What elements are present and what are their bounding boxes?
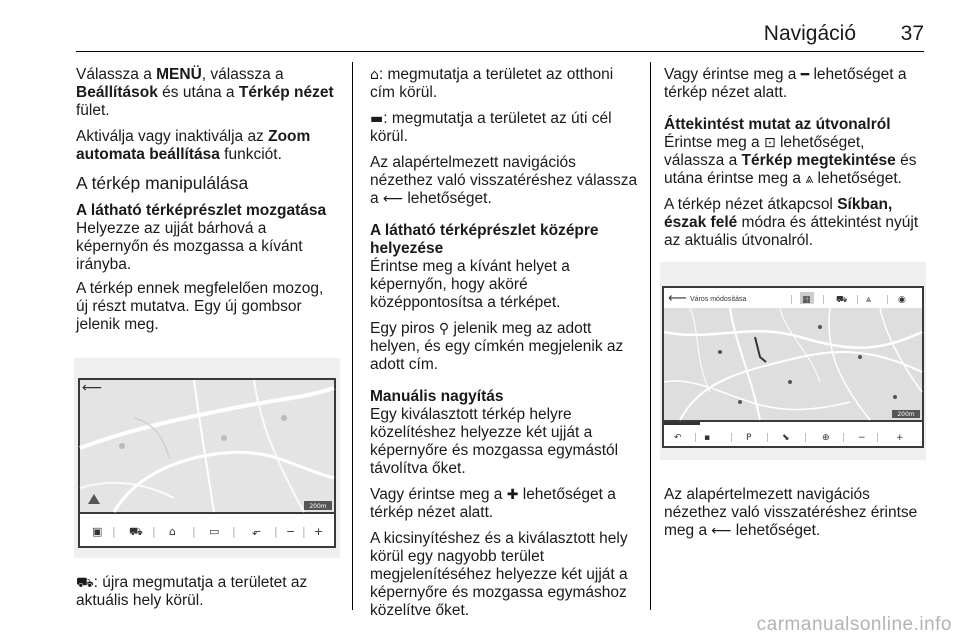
paragraph: Az alapértelmezett navigációs nézethez való visszatéréshez érintse meg a ⟵ lehetőséget. xyxy=(664,486,918,539)
paragraph: Manuális nagyítás Egy kiválasztott térkép helyre közelítéshez helyezze két ujját a képernyőre és mozgassa egymástól távolítva őket. xyxy=(370,388,638,478)
svg-text:|: | xyxy=(152,525,156,538)
paragraph: A térkép nézet átkapcsol Síkban, észak felé módra és áttekintést nyújt az aktuális útvonalról. xyxy=(664,196,919,249)
svg-text:|: | xyxy=(192,525,196,538)
svg-text:|: | xyxy=(842,433,846,443)
svg-text:⛟: ⛟ xyxy=(836,295,848,305)
column-divider-2 xyxy=(650,62,651,610)
paragraph: Válassza a MENÜ, válassza a Beállítások és utána a Térkép nézet fület. xyxy=(76,66,334,119)
svg-text:⟵: ⟵ xyxy=(82,380,103,396)
svg-text:|: | xyxy=(856,295,860,305)
svg-text:|: | xyxy=(822,295,826,305)
subheading: A látható térképrészlet középre helyezése xyxy=(370,222,599,257)
svg-text:⬐: ⬐ xyxy=(252,525,262,538)
subheading: A látható térképrészlet mozgatása xyxy=(76,202,327,219)
section-heading: A térkép manipulálása xyxy=(76,173,249,193)
svg-text:|: | xyxy=(790,295,794,305)
svg-text:−: − xyxy=(286,525,296,538)
column-1 xyxy=(76,66,338,342)
header-rule xyxy=(76,51,924,52)
svg-text:|: | xyxy=(232,525,236,538)
svg-text:⌂: ⌂ xyxy=(169,525,176,538)
paragraph: Az alapértelmezett navigációs nézethez való visszatéréshez válassza a ⟵ lehetőséget. xyxy=(370,154,638,207)
paragraph: Aktiválja vagy inaktiválja az Zoom automata beállítása funkciót. xyxy=(76,128,311,163)
svg-text:|: | xyxy=(694,433,698,443)
svg-text:⊕: ⊕ xyxy=(822,433,830,443)
map-header-label: Város módosítása xyxy=(690,296,747,303)
svg-text:|: | xyxy=(112,525,116,538)
subheading: Manuális nagyítás xyxy=(370,388,504,405)
column-1-bottom xyxy=(76,574,338,618)
paragraph: ▬: megmutatja a területet az úti cél körül. xyxy=(370,110,612,145)
paragraph: Áttekintést mutat az útvonalról Érintse meg a ⊡ lehetőséget, válassza a Térkép megtekintése és utána érintse meg a ⩓ lehetőséget. xyxy=(664,116,926,188)
back-arrow-icon: ⟵ xyxy=(711,523,732,539)
svg-text:⛟: ⛟ xyxy=(129,525,143,538)
paragraph: A látható térképrészlet mozgatása Helyezze az ujját bárhová a képernyőn és mozgassa a kívánt irányba. xyxy=(76,202,338,274)
svg-text:▦: ▦ xyxy=(802,295,811,305)
paragraph: A látható térképrészlet középre helyezése Érintse meg a kívánt helyet a képernyőn, hogy aköré középpontosítsa a térképet. xyxy=(370,222,638,312)
watermark: carmanualsonline.info xyxy=(756,614,952,635)
svg-text:|: | xyxy=(766,433,770,443)
svg-text:▪: ▪ xyxy=(704,433,711,443)
map-options-icon: ⊡ xyxy=(763,135,776,151)
column-3 xyxy=(664,66,926,258)
paragraph: A kicsinyítéshez és a kiválasztott hely körül egy nagyobb terület megjelenítéséhez helyezze két ujját a képernyőre és mozgassa egymáshoz közelítve őket. xyxy=(370,530,628,619)
svg-text:P: P xyxy=(746,433,752,443)
scale-label: 200m xyxy=(897,411,915,418)
svg-text:▣: ▣ xyxy=(92,525,103,538)
minus-icon: ━ xyxy=(800,67,810,83)
svg-text:|: | xyxy=(274,525,278,538)
paragraph: ⌂: megmutatja a területet az otthoni cím körül. xyxy=(370,66,614,101)
home-icon: ⌂ xyxy=(370,67,379,83)
svg-text:|: | xyxy=(804,433,808,443)
plus-icon: ✚ xyxy=(506,487,519,503)
svg-text:↶: ↶ xyxy=(674,433,682,443)
svg-text:|: | xyxy=(302,525,306,538)
svg-text:−: − xyxy=(858,433,866,443)
back-arrow-icon: ⟵ xyxy=(382,191,404,207)
page-header xyxy=(0,0,960,52)
paragraph: Egy piros ⚲ jelenik meg az adott helyen, és egy címkén megjelenik az adott cím. xyxy=(370,320,624,373)
svg-text:◉: ◉ xyxy=(898,295,906,305)
scale-label: 200m xyxy=(309,503,327,510)
column-divider-1 xyxy=(352,62,353,610)
svg-text:⩓: ⩓ xyxy=(866,295,872,305)
location-pin-icon: ⚲ xyxy=(438,321,450,337)
paragraph: Vagy érintse meg a ✚ lehetőséget a térkép nézet alatt. xyxy=(370,486,616,521)
page-number: 37 xyxy=(900,22,924,45)
paragraph: A térkép ennek megfelelően mozog, új részt mutatva. Egy új gombsor jelenik meg. xyxy=(76,280,324,333)
map-figure-1 xyxy=(74,358,340,558)
column-2 xyxy=(370,66,638,628)
subheading: Áttekintést mutat az útvonalról xyxy=(664,116,891,133)
svg-text:+: + xyxy=(896,433,904,443)
paragraph: Vagy érintse meg a ━ lehetőséget a térkép nézet alatt. xyxy=(664,66,907,101)
svg-text:|: | xyxy=(876,433,880,443)
svg-text:|: | xyxy=(730,433,734,443)
route-overview-icon: ⩓ xyxy=(805,171,814,187)
page-title: Navigáció xyxy=(763,22,856,45)
svg-text:+: + xyxy=(314,525,324,538)
paragraph: ⛟: újra megmutatja a területet az aktuális hely körül. xyxy=(76,574,308,609)
vehicle-location-icon: ⛟ xyxy=(76,575,94,591)
map-figure-2 xyxy=(660,262,926,460)
destination-flag-icon: ▬ xyxy=(370,111,384,127)
svg-text:|: | xyxy=(886,295,890,305)
svg-text:▭: ▭ xyxy=(209,525,220,538)
svg-text:⬊: ⬊ xyxy=(782,433,790,443)
column-3-bottom xyxy=(664,486,932,548)
svg-text:⟵: ⟵ xyxy=(668,291,687,306)
